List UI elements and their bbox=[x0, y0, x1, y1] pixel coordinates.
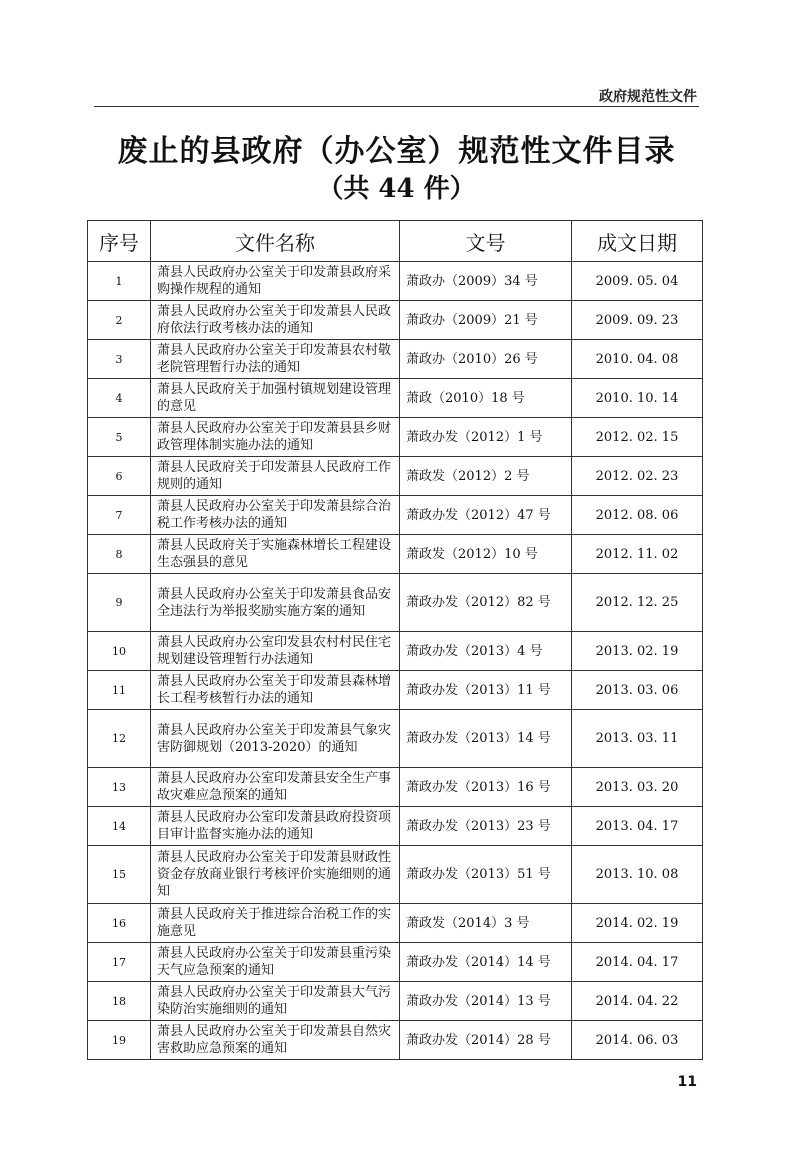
table-row bbox=[88, 262, 703, 301]
table-row bbox=[88, 710, 703, 768]
row-number: 13 bbox=[88, 768, 151, 807]
page-number: 11 bbox=[677, 1074, 697, 1090]
issue-date: 2014. 04. 17 bbox=[572, 943, 703, 982]
doc-number: 萧政办发（2013）14 号 bbox=[400, 710, 572, 768]
doc-number: 萧政办（2009）21 号 bbox=[400, 301, 572, 340]
running-header: 政府规范性文件 bbox=[599, 89, 697, 105]
file-name: 萧县人民政府办公室关于印发萧县农村敬老院管理暂行办法的通知 bbox=[151, 340, 400, 379]
doc-number: 萧政发（2012）2 号 bbox=[400, 457, 572, 496]
file-name: 萧县人民政府办公室关于印发萧县重污染天气应急预案的通知 bbox=[151, 943, 400, 982]
table-row bbox=[88, 457, 703, 496]
row-number: 16 bbox=[88, 904, 151, 943]
doc-number: 萧政办发（2012）1 号 bbox=[400, 418, 572, 457]
row-number: 4 bbox=[88, 379, 151, 418]
document-table bbox=[87, 220, 703, 1060]
doc-number: 萧政办发（2014）28 号 bbox=[400, 1021, 572, 1060]
doc-number: 萧政办发（2013）11 号 bbox=[400, 671, 572, 710]
file-name: 萧县人民政府办公室关于印发萧县气象灾害防御规划（2013-2020）的通知 bbox=[151, 710, 400, 768]
doc-number: 萧政发（2014）3 号 bbox=[400, 904, 572, 943]
file-name: 萧县人民政府关于实施森林增长工程建设生态强县的意见 bbox=[151, 535, 400, 574]
page-title: 废止的县政府（办公室）规范性文件目录 bbox=[117, 134, 676, 169]
issue-date: 2013. 04. 17 bbox=[572, 807, 703, 846]
table-row bbox=[88, 982, 703, 1021]
page-subtitle: （共 44 件） bbox=[317, 174, 476, 204]
table-row bbox=[88, 807, 703, 846]
issue-date: 2012. 12. 25 bbox=[572, 574, 703, 632]
table-row bbox=[88, 535, 703, 574]
column-header-name: 文件名称 bbox=[151, 221, 400, 262]
row-number: 7 bbox=[88, 496, 151, 535]
issue-date: 2014. 04. 22 bbox=[572, 982, 703, 1021]
file-name: 萧县人民政府办公室印发县农村村民住宅规划建设管理暂行办法通知 bbox=[151, 632, 400, 671]
table-row bbox=[88, 1021, 703, 1060]
row-number: 17 bbox=[88, 943, 151, 982]
row-number: 1 bbox=[88, 262, 151, 301]
row-number: 3 bbox=[88, 340, 151, 379]
issue-date: 2010. 10. 14 bbox=[572, 379, 703, 418]
column-header-doc-number: 文号 bbox=[400, 221, 572, 262]
doc-number: 萧政办发（2012）47 号 bbox=[400, 496, 572, 535]
doc-number: 萧政办（2009）34 号 bbox=[400, 262, 572, 301]
issue-date: 2014. 02. 19 bbox=[572, 904, 703, 943]
table-row bbox=[88, 418, 703, 457]
doc-number: 萧政办（2010）26 号 bbox=[400, 340, 572, 379]
table-row bbox=[88, 340, 703, 379]
doc-number: 萧政（2010）18 号 bbox=[400, 379, 572, 418]
file-name: 萧县人民政府办公室印发萧县政府投资项目审计监督实施办法的通知 bbox=[151, 807, 400, 846]
table-row bbox=[88, 943, 703, 982]
issue-date: 2012. 02. 23 bbox=[572, 457, 703, 496]
table-row bbox=[88, 379, 703, 418]
file-name: 萧县人民政府办公室印发萧县安全生产事故灾难应急预案的通知 bbox=[151, 768, 400, 807]
issue-date: 2009. 09. 23 bbox=[572, 301, 703, 340]
issue-date: 2010. 04. 08 bbox=[572, 340, 703, 379]
row-number: 15 bbox=[88, 846, 151, 904]
doc-number: 萧政办发（2012）82 号 bbox=[400, 574, 572, 632]
row-number: 9 bbox=[88, 574, 151, 632]
issue-date: 2013. 03. 06 bbox=[572, 671, 703, 710]
file-name: 萧县人民政府办公室关于印发萧县自然灾害救助应急预案的通知 bbox=[151, 1021, 400, 1060]
table-row bbox=[88, 846, 703, 904]
file-name: 萧县人民政府办公室关于印发萧县森林增长工程考核暂行办法的通知 bbox=[151, 671, 400, 710]
file-name: 萧县人民政府关于加强村镇规划建设管理的意见 bbox=[151, 379, 400, 418]
file-name: 萧县人民政府关于推进综合治税工作的实施意见 bbox=[151, 904, 400, 943]
doc-number: 萧政发（2012）10 号 bbox=[400, 535, 572, 574]
row-number: 14 bbox=[88, 807, 151, 846]
table-row bbox=[88, 496, 703, 535]
row-number: 19 bbox=[88, 1021, 151, 1060]
doc-number: 萧政办发（2013）51 号 bbox=[400, 846, 572, 904]
row-number: 5 bbox=[88, 418, 151, 457]
table-header-row bbox=[88, 221, 703, 262]
table-row bbox=[88, 301, 703, 340]
issue-date: 2014. 06. 03 bbox=[572, 1021, 703, 1060]
issue-date: 2012. 02. 15 bbox=[572, 418, 703, 457]
doc-number: 萧政办发（2014）13 号 bbox=[400, 982, 572, 1021]
row-number: 12 bbox=[88, 710, 151, 768]
header-divider bbox=[94, 106, 699, 107]
column-header-date: 成文日期 bbox=[572, 221, 703, 262]
table-row bbox=[88, 904, 703, 943]
file-name: 萧县人民政府办公室关于印发萧县人民政府依法行政考核办法的通知 bbox=[151, 301, 400, 340]
issue-date: 2012. 11. 02 bbox=[572, 535, 703, 574]
row-number: 11 bbox=[88, 671, 151, 710]
issue-date: 2013. 03. 20 bbox=[572, 768, 703, 807]
row-number: 10 bbox=[88, 632, 151, 671]
doc-number: 萧政办发（2013）16 号 bbox=[400, 768, 572, 807]
issue-date: 2013. 10. 08 bbox=[572, 846, 703, 904]
issue-date: 2012. 08. 06 bbox=[572, 496, 703, 535]
file-name: 萧县人民政府办公室关于印发萧县政府采购操作规程的通知 bbox=[151, 262, 400, 301]
table-row bbox=[88, 574, 703, 632]
file-name: 萧县人民政府办公室关于印发萧县综合治税工作考核办法的通知 bbox=[151, 496, 400, 535]
table-row bbox=[88, 632, 703, 671]
row-number: 8 bbox=[88, 535, 151, 574]
issue-date: 2009. 05. 04 bbox=[572, 262, 703, 301]
file-name: 萧县人民政府关于印发萧县人民政府工作规则的通知 bbox=[151, 457, 400, 496]
file-name: 萧县人民政府办公室关于印发萧县食品安全违法行为举报奖励实施方案的通知 bbox=[151, 574, 400, 632]
table-row bbox=[88, 671, 703, 710]
row-number: 6 bbox=[88, 457, 151, 496]
doc-number: 萧政办发（2014）14 号 bbox=[400, 943, 572, 982]
file-name: 萧县人民政府办公室关于印发萧县县乡财政管理体制实施办法的通知 bbox=[151, 418, 400, 457]
file-name: 萧县人民政府办公室关于印发萧县财政性资金存放商业银行考核评价实施细则的通知 bbox=[151, 846, 400, 904]
file-name: 萧县人民政府办公室关于印发萧县大气污染防治实施细则的通知 bbox=[151, 982, 400, 1021]
doc-number: 萧政办发（2013）4 号 bbox=[400, 632, 572, 671]
table-row bbox=[88, 768, 703, 807]
issue-date: 2013. 02. 19 bbox=[572, 632, 703, 671]
row-number: 18 bbox=[88, 982, 151, 1021]
column-header-number: 序号 bbox=[88, 221, 151, 262]
doc-number: 萧政办发（2013）23 号 bbox=[400, 807, 572, 846]
row-number: 2 bbox=[88, 301, 151, 340]
issue-date: 2013. 03. 11 bbox=[572, 710, 703, 768]
